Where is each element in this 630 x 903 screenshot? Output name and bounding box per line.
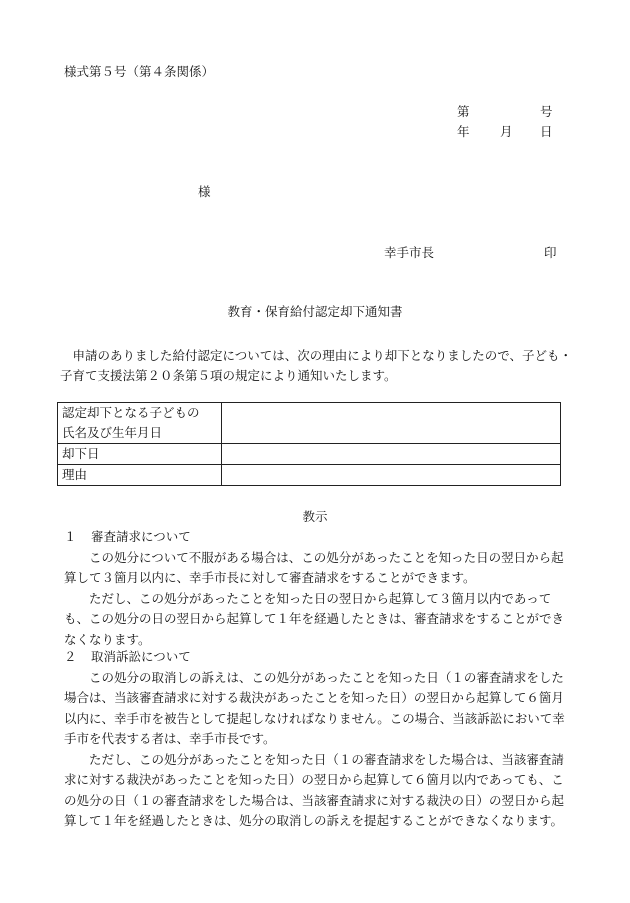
section-paragraph: この処分について不服がある場合は、この処分があったことを知った日の翌日から起算して３箇月以内に、幸手市長に対して審査請求をすることができます。 <box>64 550 564 586</box>
table-row <box>58 403 561 444</box>
table-row <box>58 465 561 486</box>
section-title: 審査請求について <box>91 529 191 544</box>
date-day: 日 <box>540 124 553 139</box>
child-value-cell <box>222 403 561 444</box>
rejection-date-label: 却下日 <box>58 444 222 465</box>
issuer-name: 幸手市長 <box>384 245 435 260</box>
reason-cell <box>222 465 561 486</box>
addressee-suffix: 様 <box>198 184 211 199</box>
section-title: 取消訴訟について <box>91 649 191 664</box>
reason-label: 理由 <box>58 465 222 486</box>
table-row <box>58 444 561 465</box>
child-label-line2: 氏名及び生年月日 <box>62 425 163 440</box>
date-year: 年 <box>457 124 470 139</box>
document-title: 教育・保育給付認定却下通知書 <box>227 304 403 319</box>
date-month: 月 <box>500 124 513 139</box>
section-paragraph: ただし、この処分があったことを知った日の翌日から起算して３箇月以内であっても、この処分の日の翌日から起算して１年を経過したときは、審査請求をすることができなくなります。 <box>64 591 565 647</box>
section-number: ２ <box>64 649 77 664</box>
section-number: １ <box>64 529 77 544</box>
section-heading <box>64 651 191 664</box>
form-number: 様式第５号（第４条関係） <box>64 64 215 79</box>
section-heading <box>64 531 191 544</box>
info-table <box>57 402 561 486</box>
child-label-line1: 認定却下となる子どもの <box>62 405 200 420</box>
section-paragraph: ただし、この処分があったことを知った日（１の審査請求をした場合は、当該審査請求に対する裁決があったことを知った日）の翌日から起算して６箇月以内であっても、この処分の日（１の審査請求をした場合は、当該審査請求に対する裁決の日）の翌日から起算して１年を経過したときは、処分の取消しの訴えを提起することができなくなります。 <box>64 752 565 828</box>
rejection-date-cell <box>222 444 561 465</box>
table-label <box>58 403 222 444</box>
document-number-label: 第 <box>457 104 470 119</box>
section-paragraph: この処分の取消しの訴えは、この処分があったことを知った日（１の審査請求をした場合は、当該審査請求に対する裁決があったことを知った日）の翌日から起算して６箇月以内に、幸手市を被告として提起しなければなりません。この場合、当該訴訟において幸手市を代表する者は、幸手市長です。 <box>64 670 565 746</box>
notice-body: 申請のありました給付認定については、次の理由により却下となりましたので、子ども・子育て支援法第２０条第５項の規定により通知いたします。 <box>60 348 573 383</box>
seal-mark: 印 <box>544 245 557 260</box>
instruction-heading: 教示 <box>302 509 328 524</box>
document-number-suffix: 号 <box>540 104 553 119</box>
